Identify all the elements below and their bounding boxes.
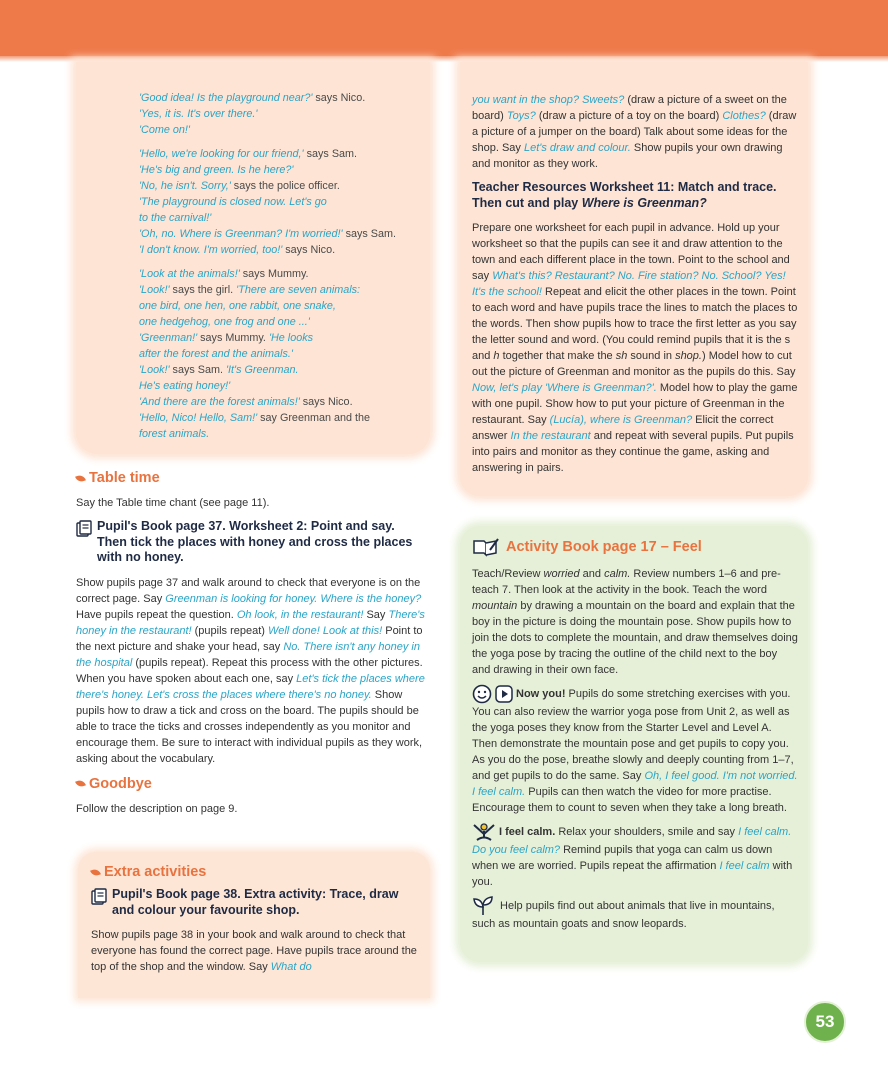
extra-heading: Pupil's Book page 38. Extra activity: Trace, draw and colour your favourite shop. <box>91 887 421 918</box>
body-text: Pupils do some stretching exercises with you. You can also review the warrior yoga pose from Unit 2, as well as the yoga poses they know from the Starter Level and Level A. Then demonstrate the mountain pose and get pupils to copy you. As you do the pose, breathe slowly and deeply counting from 1–7, and get pupils to do the same. Say <box>472 687 794 782</box>
story-speaker: says Mummy. <box>239 268 309 280</box>
story-quote: forest animals. <box>139 428 210 440</box>
highlighted-text: Greenman is looking for honey. Where is the honey? <box>165 592 422 605</box>
story-speaker: say Greenman and the <box>257 412 370 424</box>
story-paragraph-2 <box>139 146 424 258</box>
highlighted-text: Now, let's play 'Where is Greenman?'. <box>472 382 657 394</box>
highlighted-text: What do <box>270 961 312 973</box>
italic-text: shop. <box>675 350 702 362</box>
body-text: Prepare one worksheet for each pupil in advance. Hold up your worksheet so that the pupils can see it and draw attention to the town and each different place in the town. Point to the school and say <box>472 222 790 282</box>
story-quote: 'No, he isn't. Sorry,' <box>139 180 231 192</box>
highlighted-text: No. There isn't any honey in the hospital <box>76 640 420 669</box>
story-quote: 'Look!' <box>139 364 170 376</box>
book-icon <box>76 520 92 537</box>
highlighted-text: I feel calm. Do you feel calm? <box>472 825 792 856</box>
story-speaker: says Sam. <box>342 228 397 240</box>
goodbye-text: Follow the description on page 9. <box>76 802 238 815</box>
body-text: with you. <box>472 860 793 888</box>
body-text: (draw a picture of a sweet on the board) <box>472 94 787 122</box>
story-quote: 'Oh, no. Where is Greenman? I'm worried!' <box>139 228 343 240</box>
body-text: (pupils repeat). Repeat this process with the other pictures. When you have spoken about each one, say <box>76 656 423 685</box>
body-text: Say <box>363 608 389 621</box>
italic-text: sh <box>615 350 628 362</box>
right-top-column <box>472 92 798 476</box>
body-text: Show pupils page 38 in your book and walk around to check that everyone has found the correct page. Have pupils trace around the top of the shop and the window. Say <box>91 929 417 973</box>
story-quote: 'Look at the animals!' <box>139 268 240 280</box>
story-quote: 'Hello, we're looking for our friend,' <box>139 148 304 160</box>
italic-text: h <box>493 350 500 362</box>
story-speaker: says the police officer. <box>230 180 340 192</box>
pb37-body <box>76 575 432 767</box>
body-text: Model how to play the game with one pupil. Show how to put your picture of Greenman in the restaurant. Say <box>472 382 798 426</box>
italic-text: mountain <box>472 600 518 612</box>
body-text: and repeat with several pupils. Put pupils into pairs and monitor as they continue the game, asking and answering in pairs. <box>472 430 794 474</box>
story-speaker: says Nico. <box>282 244 336 256</box>
body-text: by drawing a mountain on the board and explain that the boy in the picture is doing the mountain pose. Show pupils how to join the dots to complete the mountain, and draw themselves doing the yoga pose by tracing the outline of the child next to the boy and drawing in their own face. <box>472 600 798 676</box>
body-text: Show pupils page 37 and walk around to check that everyone is on the correct page. Say <box>76 576 421 605</box>
story-quote: 'Greenman!' <box>139 332 198 344</box>
body-text: Review numbers 1–6 and pre-teach 7. Then look at the activity in the book. Teach the word <box>472 568 781 596</box>
plant-leaf-icon <box>472 896 494 916</box>
story-quote: 'Yes, it is. It's over there.' <box>139 108 258 120</box>
calm-paragraph: I feel calm. Relax your shoulders, smile and say I feel calm. Do you feel calm? Remind pupils that yoga can calm us down when we are worried. Pupils repeat the affirmation I feel calm with you. <box>472 822 798 890</box>
story-speaker: says Nico. <box>312 92 366 104</box>
leaf-icon <box>75 473 86 483</box>
highlighted-text: Clothes? <box>722 110 766 122</box>
story-speaker: says Sam. <box>169 364 226 376</box>
highlighted-text: What's this? Restaurant? No. Fire station? No. School? Yes! It's the school! <box>472 270 786 298</box>
story-quote: after the forest and the animals.' <box>139 348 293 360</box>
story-quote: 'There are seven animals: <box>236 284 361 296</box>
body-text: Relax your shoulders, smile and say <box>555 825 739 838</box>
story-quote: 'And there are the forest animals!' <box>139 396 300 408</box>
now-you-paragraph: Now you! Pupils do some stretching exercises with you. You can also review the warrior yoga pose from Unit 2, as well as the yoga poses they know from the Starter Level and Level A. Then demonstrate the mountain pose and get pupils to copy you. As you do the pose, breathe slowly and deeply counting from 1–7, and get pupils to do the same. Say Oh, I feel good. I'm not worried. I feel calm. Pupils can then watch the video for more practise. Encourage them to count to seven when they take a long breath. <box>472 684 798 816</box>
story-paragraph-1 <box>139 90 424 138</box>
story-quote: 'It's Greenman. <box>225 364 299 376</box>
highlighted-text: There's honey in the restaurant! <box>76 608 425 637</box>
body-text: together that make the <box>499 350 616 362</box>
activity-book-body <box>472 566 798 678</box>
highlighted-text: Oh look, in the restaurant! <box>236 608 364 621</box>
story-speaker: says Sam. <box>303 148 358 160</box>
body-text: Remind pupils that yoga can calm us down when we are worried. Pupils repeat the affirmation <box>472 844 773 872</box>
teacher-resources-body <box>472 220 798 476</box>
table-time-text: Say the Table time chant (see page 11). <box>76 497 270 509</box>
story-quote: 'Hello, Nico! Hello, Sam!' <box>139 412 258 424</box>
teacher-resources-heading: Teacher Resources Worksheet 11: Match and trace. Then cut and play Where is Greenman? <box>472 180 777 210</box>
highlighted-text: I feel calm <box>719 860 770 872</box>
story-quote: 'Look!' <box>139 284 170 296</box>
story-speaker: says Nico. <box>299 396 353 408</box>
highlighted-text: Let's tick the places where there's honey. Let's cross the places where there's no honey. <box>76 672 425 701</box>
body-text: (draw a picture of a jumper on the board) Talk about some ideas for the shop. Say <box>472 110 797 154</box>
story-quote: 'I don't know. I'm worried, too!' <box>139 244 283 256</box>
yoga-person-icon <box>472 822 496 842</box>
open-book-pencil-icon <box>472 537 500 557</box>
body-text: (draw a picture of a toy on the board) <box>535 110 723 122</box>
body-text: Teach/Review <box>472 568 544 580</box>
story-quote: one bird, one hen, one rabbit, one snake, <box>139 300 336 312</box>
table-time-heading: Table time <box>76 470 432 486</box>
left-column <box>76 470 432 817</box>
story-text <box>139 90 424 450</box>
story-quote: He's eating honey!' <box>139 380 231 392</box>
leaf-icon <box>75 779 86 789</box>
body-text: and <box>579 568 605 580</box>
highlighted-text: Oh, I feel good. I'm not worried. I feel calm. <box>472 770 798 798</box>
nature-paragraph: Help pupils find out about animals that live in mountains, such as mountain goats and snow leopards. <box>472 896 798 932</box>
story-quote: 'Come on!' <box>139 124 190 136</box>
highlighted-text: (Lucía), where is Greenman? <box>549 414 693 426</box>
book-icon <box>91 888 107 905</box>
body-text: sound in <box>627 350 676 362</box>
story-speaker: says Mummy. <box>197 332 269 344</box>
top-color-band <box>0 0 888 56</box>
pb37-heading: Pupil's Book page 37. Worksheet 2: Point and say. Then tick the places with honey and cross the places with no honey. <box>76 519 432 566</box>
activity-book-heading: Activity Book page 17 – Feel <box>472 537 798 557</box>
leaf-icon <box>90 867 101 877</box>
body-text: (pupils repeat) <box>191 624 269 637</box>
story-quote: 'Good idea! Is the playground near?' <box>139 92 313 104</box>
page-number: 53 <box>804 1001 846 1043</box>
highlighted-text: In the restaurant <box>510 430 591 442</box>
body-text: ) Model how to cut out the picture of Greenman and monitor as the pupils do this. Say <box>472 350 796 378</box>
story-speaker: says the girl. <box>169 284 237 296</box>
body-text: Point to the next picture and shake your head, say <box>76 624 423 653</box>
body-text: Elicit the correct answer <box>472 414 774 442</box>
story-quote: 'He's big and green. Is he here?' <box>139 164 294 176</box>
video-play-icon <box>495 685 513 703</box>
italic-text: worried <box>543 568 580 580</box>
story-quote: to the carnival!' <box>139 212 212 224</box>
activity-book-column <box>472 537 798 932</box>
story-quote: 'The playground is closed now. Let's go <box>139 196 327 208</box>
body-text: Show pupils your own drawing and monitor as they work. <box>472 142 783 170</box>
extra-activities <box>91 864 421 975</box>
story-quote: 'He looks <box>268 332 314 344</box>
body-text: Repeat and elicit the other places in the town. Point to each word and have pupils trace the lines to match the places to the words. Then show pupils how to trace the first letter as you say the letter sound and word. (You could remind pupils that it is the s and <box>472 286 798 362</box>
highlighted-text: Let's draw and colour. <box>523 142 631 154</box>
highlighted-text: you want in the shop? Sweets? <box>472 94 625 106</box>
highlighted-text: Toys? <box>506 110 536 122</box>
extra-body <box>91 927 421 975</box>
italic-text: calm. <box>604 568 631 580</box>
goodbye-heading: Goodbye <box>76 776 432 792</box>
extra-activities-heading: Extra activities <box>91 864 421 880</box>
body-text: Have pupils repeat the question. <box>76 608 237 621</box>
body-text: Pupils can then watch the video for more practise. Encourage them to count to seven when they take a long breath. <box>472 786 787 814</box>
story-paragraph-3 <box>139 266 424 442</box>
story-quote: one hedgehog, one frog and one ...' <box>139 316 310 328</box>
shop-continuation <box>472 92 798 172</box>
highlighted-text: Well done! Look at this! <box>268 624 383 637</box>
smiley-icon <box>472 684 492 704</box>
body-text: Show pupils how to draw a tick and cross on the board. The pupils should be able to trace the ticks and crosses independently as you monitor and encourage them. Be sure to interact with individual pupils as they work, asking about the vocabulary. <box>76 688 423 765</box>
